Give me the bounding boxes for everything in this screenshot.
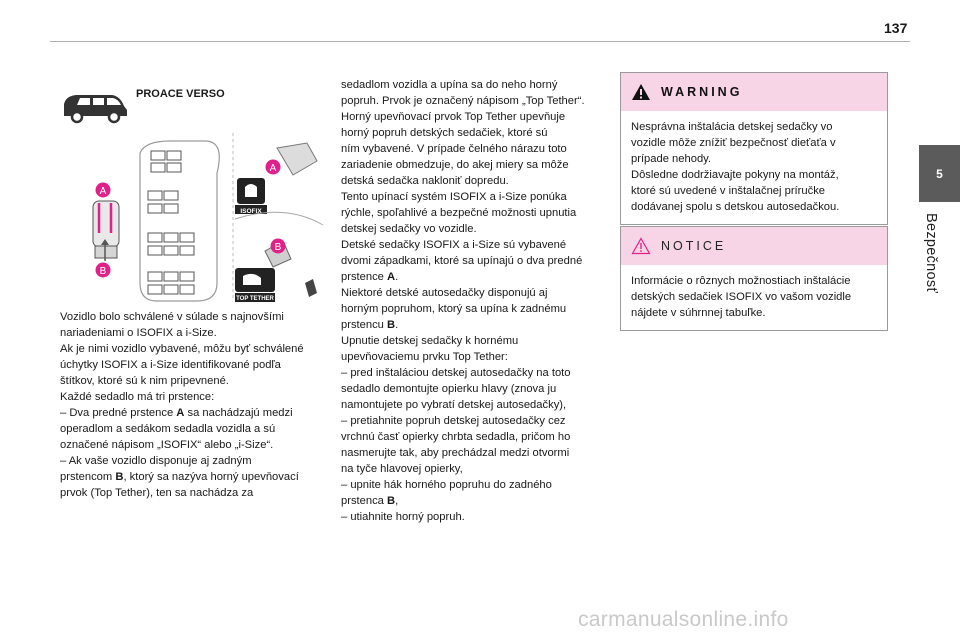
watermark: carmanualsonline.info <box>578 608 789 631</box>
chapter-tab <box>919 145 960 505</box>
isofix-anchor-detail <box>233 133 323 302</box>
marker-a-seat <box>96 183 111 198</box>
warning-box <box>620 72 888 225</box>
notice-title: NOTICE <box>661 239 727 253</box>
warning-text: Nesprávna inštalácia detskej sedačky vo vozidle môže znížiť bezpečnosť dieťaťa v prípade nehody. Dôsledne dodržiavajte pokyny na montáž, ktoré sú uvedené v inštalačnej príručke dodávanej spolu s detskou autosedačkou. <box>631 121 840 213</box>
text-column-2: sedadlom vozidla a upína sa do neho horný popruh. Prvok je označený nápisom „Top Tether“. Horný upevňovací prvok Top Tether upevňuje horný popruh detských sedačiek, ktoré sú ním vybavené. V prípade čelného nárazu toto zariadenie obmedzuje, do akej miery sa môže detská sedačka nakloniť dopredu. Tento upínací systém ISOFIX a i-Size ponúka rýchle, spoľahlivé a bezpečné možnosti upnutia detskej sedačky vo vozidle. Detské sedačky ISOFIX a i-Size sú vybavené dvomi západkami, ktoré sa upínajú o dva predné prstence A. Niektoré detské autosedačky disponujú aj horným popruhom, ktorý sa upína k zadnému prstencu B. Upnutie detskej sedačky k hornému upevňovaciemu prvku Top Tether: – pred inštaláciou detskej autosedačky na toto sedadlo demontujte opierku hlavy (znova ju namontujete po vybratí detskej autosedačky), – pretiahnite popruh detskej autosedačky cez vrchnú časť opierky chrbta sedadla, pričom ho nasmerujte tak, aby prechádzal medzi otvormi na tyče hlavovej opierky, – upnite hák horného popruhu do zadného prstenca B, – utiahnite horný popruh. <box>341 79 585 523</box>
chapter-title: Bezpečnosť <box>923 213 939 294</box>
marker-b-seat <box>96 263 111 278</box>
text-column-1: Vozidlo bolo schválené v súlade s najnovšími nariadeniami o ISOFIX a i-Size. Ak je nimi vozidlo vybavené, môžu byť schválené úchytky ISOFIX a i-Size identifikované podľa štítkov, ktoré sú k nim pripevnené. Každé sedadlo má tri prstence: – Dva predné prstence A sa nachádzajú medzi operadlom a sedákom sedadla vozidla a sú označené nápisom „ISOFIX“ alebo „i-Size“. – Ak vaše vozidlo disponuje aj zadným prstencom B, ktorý sa nazýva horný upevňovací prvok (Top Tether), ten sa nachádza za <box>60 311 304 499</box>
top-tether-label: TOP TETHER <box>236 296 274 302</box>
svg-text:B: B <box>274 242 282 253</box>
child-seat-side-view <box>93 201 119 261</box>
svg-text:A: A <box>99 186 107 197</box>
header-rule <box>50 41 910 42</box>
isofix-figure <box>85 133 325 308</box>
notice-box <box>620 226 888 331</box>
seat-layout-diagram <box>140 141 219 301</box>
marker-a-figure <box>266 160 281 175</box>
marker-b-figure <box>271 239 286 254</box>
warning-header <box>621 73 887 111</box>
warning-title: WARNING <box>661 85 743 99</box>
page-number: 137 <box>884 20 908 36</box>
chapter-number: 5 <box>919 145 960 202</box>
svg-text:B: B <box>99 266 107 277</box>
notice-text: Informácie o rôznych možnostiach inštalácie detských sedačiek ISOFIX vo vašom vozidle nájdete v súhrnnej tabuľke. <box>631 275 852 319</box>
van-icon <box>60 90 130 126</box>
vehicle-model: PROACE VERSO <box>136 88 225 100</box>
warning-triangle-icon <box>631 83 651 101</box>
isofix-label: ISOFIX <box>240 208 262 215</box>
vehicle-heading <box>60 80 320 130</box>
svg-text:A: A <box>269 163 277 174</box>
notice-triangle-icon <box>631 237 651 255</box>
notice-header <box>621 227 887 265</box>
